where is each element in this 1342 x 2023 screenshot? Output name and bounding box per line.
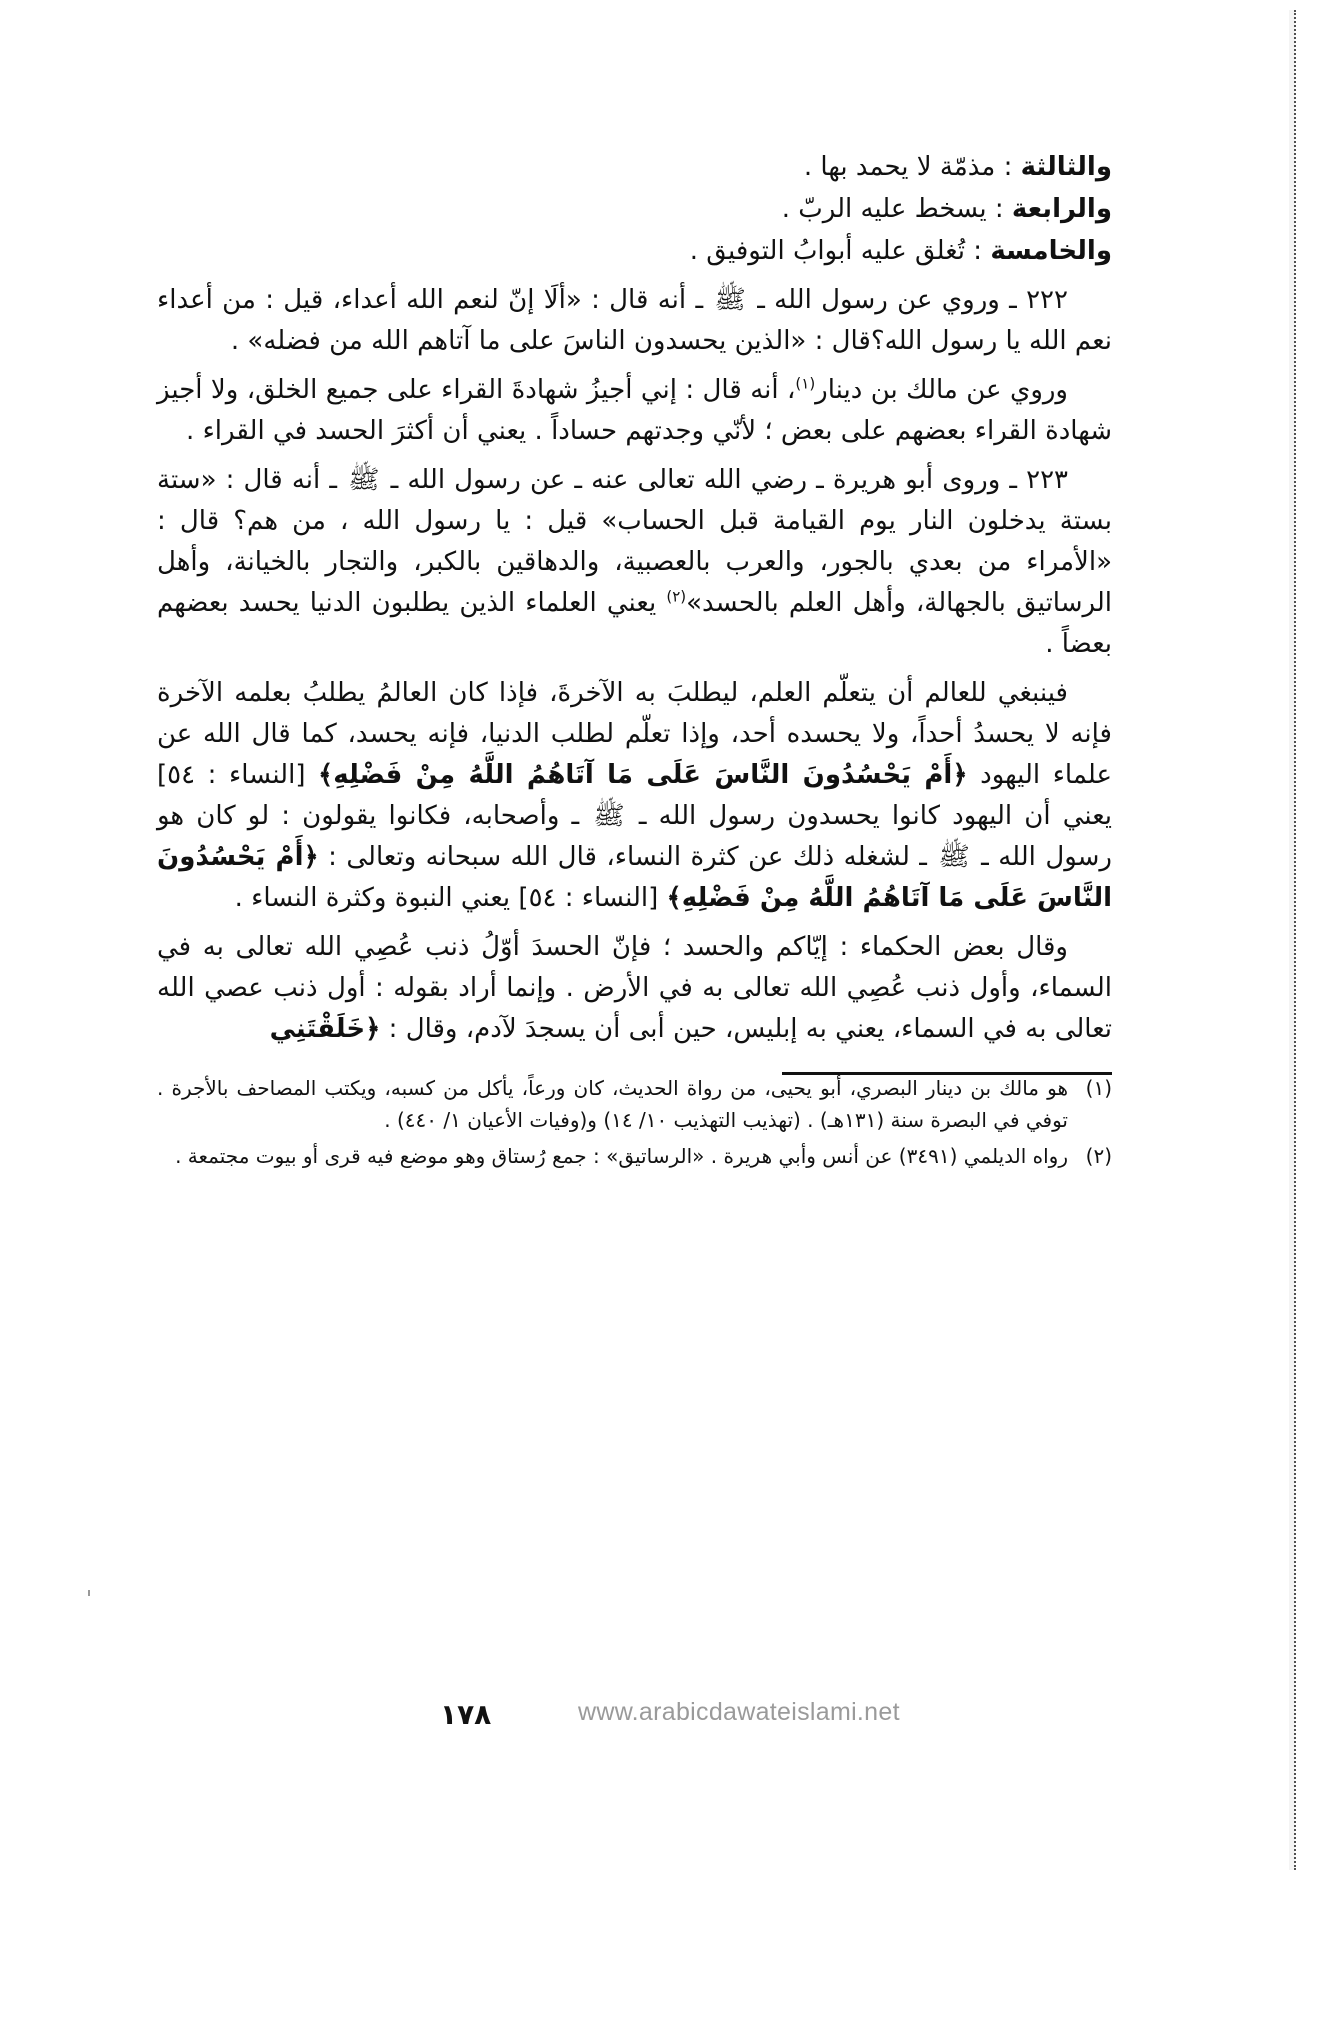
line-label: والثالثة: [1020, 152, 1112, 182]
salawat-honorific: ﷺ: [348, 465, 380, 495]
salawat-honorific: ﷺ: [593, 801, 625, 831]
paragraph-text: ـ أنه قال : «ألَا إنّ لنعم الله أعداء، قيل : من أعداء نعم الله يا رسول الله؟قال : «الذين يحسدون الناسَ على ما آتاهم الله من فضله» .: [157, 285, 1112, 356]
line-text: : يسخط عليه الربّ .: [781, 194, 1012, 224]
opening-line-fourth: [157, 188, 1112, 230]
opening-line-third: [157, 146, 1112, 188]
line-label: والرابعة: [1011, 194, 1112, 224]
line-text: : تُغلق عليه أبوابُ التوفيق .: [689, 236, 991, 266]
paragraph-text: وروي عن مالك بن دينار: [815, 375, 1068, 405]
quran-verse: ﴿خَلَقْتَنِي: [269, 1014, 381, 1044]
paragraph-text: يعني العلماء الذين يطلبون الدنيا يحسد بعضهم بعضاً .: [157, 588, 1112, 659]
salawat-honorific: ﷺ: [714, 285, 746, 315]
scan-edge-line: [1294, 10, 1296, 1870]
paragraph-text: وقال بعض الحكماء : إيّاكم والحسد ؛ فإنّ الحسدَ أوّلُ ذنب عُصِي الله تعالى به في السماء، وأول ذنب عُصِي الله تعالى به في الأرض . وإنما أراد بقوله : أول ذنب عصي الله تعالى به في السماء، يعني به إبليس، حين أبى أن يسجدَ لآدم، وقال :: [157, 932, 1112, 1044]
paragraph-text: ٢٢٣ ـ وروى أبو هريرة ـ رضي الله تعالى عنه ـ عن رسول الله ـ: [390, 465, 1069, 495]
paragraph-scholar-envy: [157, 673, 1112, 919]
paragraph-malik-ibn-dinar: [157, 370, 1112, 452]
footnotes-section: [157, 1072, 1112, 1172]
paragraph-text: ـ لشغله ذلك عن كثرة النساء، قال الله سبحانه وتعالى :: [318, 842, 937, 872]
page-body: [157, 146, 1112, 1176]
footnote-number: (٢): [1085, 1144, 1112, 1168]
quran-verse: ﴿أَمْ يَحْسُدُونَ النَّاسَ عَلَى مَا آتَاهُمُ اللَّهُ مِنْ فَضْلِهِ﴾: [157, 842, 1112, 913]
salawat-honorific: ﷺ: [938, 842, 970, 872]
scan-speck: [88, 1590, 90, 1596]
footnote-2: [157, 1140, 1112, 1172]
line-label: والخامسة: [990, 236, 1112, 266]
footnote-text: هو مالك بن دينار البصري، أبو يحيى، من رواة الحديث، كان ورعاً، يأكل من كسبه، ويكتب المصاحف بالأجرة . توفي في البصرة سنة (١٣١هـ) . (تهذيب التهذيب ١٠/ ١٤) و(وفيات الأعيان ١/ ٤٤٠) .: [157, 1076, 1068, 1132]
footnote-text: رواه الديلمي (٣٤٩١) عن أنس وأبي هريرة . «الرساتيق» : جمع رُستاق وهو موضع فيه قرى أو بيوت مجتمعة .: [175, 1144, 1068, 1168]
paragraph-text: ٢٢٢ ـ وروي عن رسول الله ـ: [757, 285, 1068, 315]
paragraph-text: ـ وأصحابه، فكانوا يقولون : لو كان هو رسول الله ـ: [157, 801, 1112, 872]
paragraph-wise-men: [157, 927, 1112, 1050]
website-watermark: www.arabicdawateislami.net: [578, 1698, 900, 1726]
paragraph-text: [النساء : ٥٤] يعني النبوة وكثرة النساء .: [234, 883, 667, 913]
opening-line-fifth: [157, 230, 1112, 272]
footnote-1: [157, 1072, 1112, 1136]
quran-verse: ﴿أَمْ يَحْسُدُونَ النَّاسَ عَلَى مَا آتَاهُمُ اللَّهُ مِنْ فَضْلِهِ﴾: [318, 760, 968, 790]
paragraph-text: فينبغي للعالم أن يتعلّم العلم، ليطلبَ به الآخرةَ، فإذا كان العالمُ يطلبُ بعلمه الآخرة فإنه لا يحسدُ أحداً، ولا يحسده أحد، وإذا تعلّم لطلب الدنيا، فإنه يحسد، كما قال الله عن علماء اليهود: [157, 678, 1113, 790]
paragraph-text: ـ أنه قال : «ستة بستة يدخلون النار يوم القيامة قبل الحساب» قيل : يا رسول الله ، من هم؟ قال : «الأمراء من بعدي بالجور، والعرب بالعصبية، والدهاقين بالكبر، والتجار بالخيانة، وأهل الرساتيق بالجهالة، وأهل العلم بالحسد»: [157, 465, 1113, 618]
paragraph-hadith-223: [157, 460, 1112, 665]
paragraph-hadith-222: [157, 280, 1112, 362]
page-number: ١٧٨: [440, 1698, 492, 1731]
paragraph-text: [النساء : ٥٤] يعني أن اليهود كانوا يحسدون رسول الله ـ: [157, 760, 1112, 831]
footnote-number: (١): [1085, 1076, 1112, 1100]
paragraph-text: ، أنه قال : إني أجيزُ شهادةَ القراء على جميع الخلق، ولا أجيز شهادة القراء بعضهم على بعض ؛ لأنّي وجدتهم حساداً . يعني أن أكثرَ الحسد في القراء .: [157, 375, 1112, 446]
line-text: : مذمّة لا يحمد بها .: [803, 152, 1021, 182]
footnote-reference-2[interactable]: (٢): [666, 587, 687, 606]
footnote-reference-1[interactable]: (١): [795, 374, 816, 393]
